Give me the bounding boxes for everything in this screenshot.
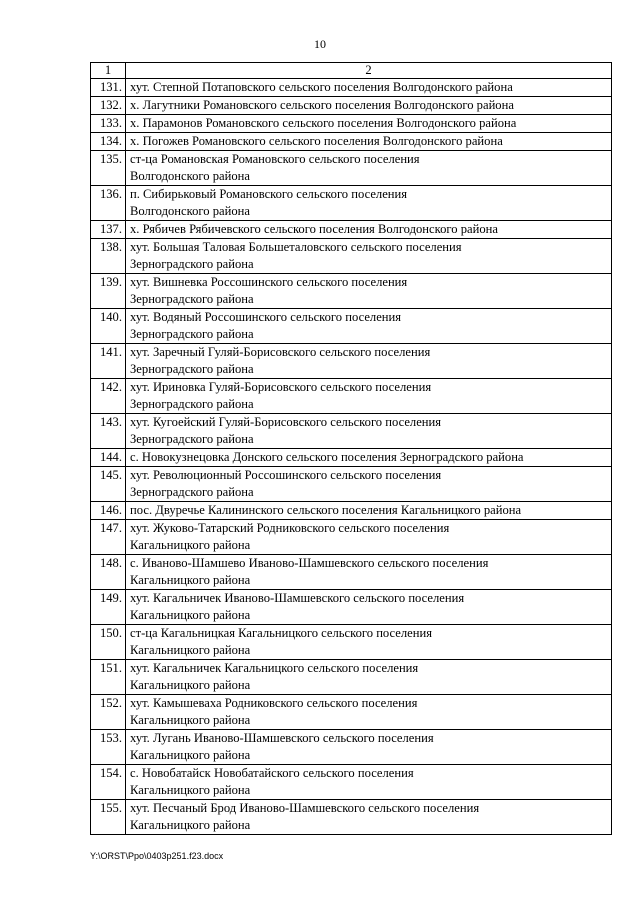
table-row: [91, 274, 612, 309]
row-number: 153.: [91, 730, 126, 765]
settlement-name: х. Лагутники Романовского сельского поселения Волгодонского района: [126, 97, 612, 115]
table-row: [91, 555, 612, 590]
table-row: [91, 239, 612, 274]
settlement-name: х. Погожев Романовского сельского поселения Волгодонского района: [126, 133, 612, 151]
settlement-name: хут. Песчаный Брод Иваново-Шамшевского сельского поселения Кагальницкого района: [126, 800, 612, 835]
settlement-name: с. Новокузнецовка Донского сельского поселения Зерноградского района: [126, 449, 612, 467]
settlement-name: хут. Вишневка Россошинского сельского поселения Зерноградского района: [126, 274, 612, 309]
table-row: [91, 79, 612, 97]
row-number: 131.: [91, 79, 126, 97]
row-number: 145.: [91, 467, 126, 502]
table-row: [91, 502, 612, 520]
row-number: 150.: [91, 625, 126, 660]
row-number: 132.: [91, 97, 126, 115]
table-row: [91, 221, 612, 239]
table-row: [91, 344, 612, 379]
row-number: 143.: [91, 414, 126, 449]
row-number: 144.: [91, 449, 126, 467]
row-number: 149.: [91, 590, 126, 625]
settlement-name: с. Новобатайск Новобатайского сельского поселения Кагальницкого района: [126, 765, 612, 800]
table-row: [91, 449, 612, 467]
row-number: 142.: [91, 379, 126, 414]
table-row: [91, 625, 612, 660]
table-row: [91, 467, 612, 502]
row-number: 135.: [91, 151, 126, 186]
settlement-name: х. Парамонов Романовского сельского поселения Волгодонского района: [126, 115, 612, 133]
settlement-name: хут. Жуково-Татарский Родниковского сельского поселения Кагальницкого района: [126, 520, 612, 555]
settlement-name: хут. Заречный Гуляй-Борисовского сельского поселения Зерноградского района: [126, 344, 612, 379]
file-path-footer: Y:\ORST\Ppo\0403p251.f23.docx: [90, 851, 224, 861]
row-number: 140.: [91, 309, 126, 344]
settlement-name: с. Иваново-Шамшево Иваново-Шамшевского сельского поселения Кагальницкого района: [126, 555, 612, 590]
row-number: 134.: [91, 133, 126, 151]
row-number: 147.: [91, 520, 126, 555]
table-row: [91, 520, 612, 555]
settlement-name: х. Рябичев Рябичевского сельского поселения Волгодонского района: [126, 221, 612, 239]
row-number: 155.: [91, 800, 126, 835]
row-number: 133.: [91, 115, 126, 133]
settlements-table: [90, 62, 612, 835]
column-header-name: 2: [126, 63, 612, 79]
settlement-name: хут. Лугань Иваново-Шамшевского сельского поселения Кагальницкого района: [126, 730, 612, 765]
settlement-name: хут. Революционный Россошинского сельского поселения Зерноградского района: [126, 467, 612, 502]
settlement-name: хут. Степной Потаповского сельского поселения Волгодонского района: [126, 79, 612, 97]
row-number: 148.: [91, 555, 126, 590]
row-number: 154.: [91, 765, 126, 800]
table-row: [91, 730, 612, 765]
row-number: 137.: [91, 221, 126, 239]
settlement-name: хут. Большая Таловая Большеталовского сельского поселения Зерноградского района: [126, 239, 612, 274]
settlement-name: хут. Кугоейский Гуляй-Борисовского сельского поселения Зерноградского района: [126, 414, 612, 449]
row-number: 146.: [91, 502, 126, 520]
table-row: [91, 695, 612, 730]
table-row: [91, 115, 612, 133]
table-row: [91, 379, 612, 414]
table-row: [91, 414, 612, 449]
settlement-name: хут. Ириновка Гуляй-Борисовского сельского поселения Зерноградского района: [126, 379, 612, 414]
table-header: [91, 63, 612, 79]
table-row: [91, 590, 612, 625]
row-number: 139.: [91, 274, 126, 309]
settlement-name: ст-ца Кагальницкая Кагальницкого сельского поселения Кагальницкого района: [126, 625, 612, 660]
settlement-name: хут. Водяный Россошинского сельского поселения Зерноградского района: [126, 309, 612, 344]
settlement-name: хут. Кагальничек Кагальницкого сельского поселения Кагальницкого района: [126, 660, 612, 695]
table-row: [91, 765, 612, 800]
row-number: 141.: [91, 344, 126, 379]
table-row: [91, 186, 612, 221]
table-row: [91, 97, 612, 115]
table-body: [91, 79, 612, 835]
table-row: [91, 309, 612, 344]
row-number: 151.: [91, 660, 126, 695]
settlement-name: хут. Кагальничек Иваново-Шамшевского сельского поселения Кагальницкого района: [126, 590, 612, 625]
column-header-number: 1: [91, 63, 126, 79]
table-row: [91, 800, 612, 835]
page-number: 10: [314, 37, 326, 51]
settlement-name: пос. Двуречье Калининского сельского поселения Кагальницкого района: [126, 502, 612, 520]
table-row: [91, 133, 612, 151]
table-row: [91, 660, 612, 695]
row-number: 136.: [91, 186, 126, 221]
settlement-name: хут. Камышеваха Родниковского сельского поселения Кагальницкого района: [126, 695, 612, 730]
table-row: [91, 151, 612, 186]
row-number: 138.: [91, 239, 126, 274]
settlement-name: ст-ца Романовская Романовского сельского поселения Волгодонского района: [126, 151, 612, 186]
settlement-name: п. Сибирьковый Романовского сельского поселения Волгодонского района: [126, 186, 612, 221]
row-number: 152.: [91, 695, 126, 730]
